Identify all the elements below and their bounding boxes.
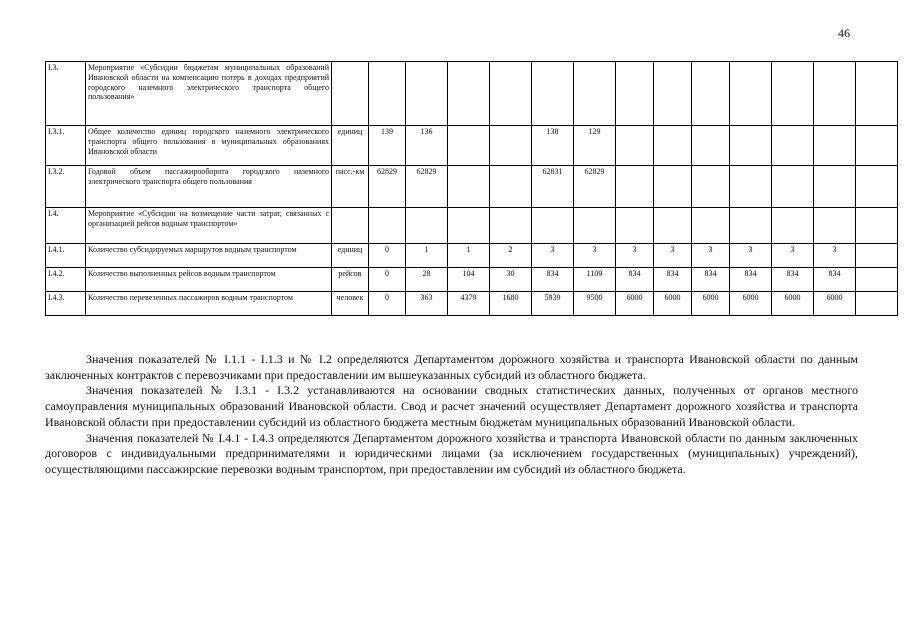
page-number: 46	[838, 26, 850, 40]
value-cell: 1680	[490, 292, 532, 316]
value-cell	[856, 166, 898, 208]
value-cell	[692, 166, 730, 208]
table-row	[46, 166, 898, 208]
row-number-cell: I.3.1.	[46, 126, 86, 166]
value-cell: 129	[574, 126, 616, 166]
value-cell	[856, 208, 898, 244]
table-row	[46, 208, 898, 244]
value-cell: 3	[772, 244, 814, 268]
value-cell: 3	[730, 244, 772, 268]
value-cell	[654, 208, 692, 244]
value-cell: 0	[369, 292, 406, 316]
indicator-name-cell: Количество выполненных рейсов водным транспортом	[86, 268, 332, 292]
value-cell: 834	[616, 268, 654, 292]
value-cell: 62829	[406, 166, 448, 208]
value-cell	[448, 166, 490, 208]
value-cell: 6000	[616, 292, 654, 316]
value-cell: 62829	[574, 166, 616, 208]
body-text	[45, 352, 858, 478]
value-cell	[490, 166, 532, 208]
value-cell	[616, 208, 654, 244]
paragraph-2: Значения показателей № I.3.1 - I.3.2 устанавливаются на основании сводных статистических данных, полученных от органов местного самоуправления муниципальных образований Ивановской области. Свод и расчет значений осуществляет Департамент дорожного хозяйства и транспорта Ивановской области при предоставлении субсидий из областного бюджета местным бюджетам муниципальных образований Ивановской области.	[45, 383, 858, 429]
value-cell	[814, 208, 856, 244]
value-cell	[574, 62, 616, 126]
value-cell	[856, 244, 898, 268]
value-cell	[730, 62, 772, 126]
row-number-cell: I.4.3.	[46, 292, 86, 316]
value-cell: 139	[369, 126, 406, 166]
value-cell: 6000	[772, 292, 814, 316]
value-cell	[616, 166, 654, 208]
unit-cell	[332, 62, 369, 126]
value-cell: 3	[532, 244, 574, 268]
row-number-cell: I.3.2.	[46, 166, 86, 208]
value-cell: 9500	[574, 292, 616, 316]
value-cell: 3	[616, 244, 654, 268]
indicator-name-cell: Мероприятие «Субсидии бюджетам муниципальных образований Ивановской области на компенсацию потерь в доходах предприятий городского наземного электрического транспорта общего пользования»	[86, 62, 332, 126]
unit-cell: единиц	[332, 244, 369, 268]
value-cell	[856, 292, 898, 316]
value-cell	[692, 62, 730, 126]
value-cell	[616, 62, 654, 126]
value-cell: 6000	[730, 292, 772, 316]
value-cell: 4379	[448, 292, 490, 316]
value-cell: 6000	[814, 292, 856, 316]
value-cell	[692, 126, 730, 166]
unit-cell: рейсов	[332, 268, 369, 292]
value-cell: 62829	[369, 166, 406, 208]
value-cell: 834	[730, 268, 772, 292]
value-cell: 3	[814, 244, 856, 268]
value-cell	[814, 62, 856, 126]
value-cell	[406, 62, 448, 126]
value-cell	[574, 208, 616, 244]
value-cell: 0	[369, 268, 406, 292]
value-cell	[814, 166, 856, 208]
value-cell: 1	[448, 244, 490, 268]
value-cell	[490, 126, 532, 166]
value-cell: 1109	[574, 268, 616, 292]
value-cell: 136	[406, 126, 448, 166]
value-cell	[654, 166, 692, 208]
table-row	[46, 244, 898, 268]
unit-cell	[332, 208, 369, 244]
value-cell	[856, 268, 898, 292]
paragraph-3: Значения показателей № I.4.1 - I.4.3 определяются Департаментом дорожного хозяйства и транспорта Ивановской области по данным заключенных договоров с индивидуальными предпринимателями и юридическими лицами (за исключением государственных (муниципальных) учреждений), осуществляющими пассажирские перевозки водным транспортом, при предоставлении им субсидий из областного бюджета.	[45, 430, 858, 476]
value-cell	[448, 208, 490, 244]
unit-cell: человек	[332, 292, 369, 316]
value-cell: 6000	[654, 292, 692, 316]
value-cell	[654, 62, 692, 126]
value-cell	[692, 208, 730, 244]
value-cell: 28	[406, 268, 448, 292]
unit-cell: пасс.-км	[332, 166, 369, 208]
table-row	[46, 62, 898, 126]
table-row	[46, 126, 898, 166]
value-cell: 62831	[532, 166, 574, 208]
value-cell	[730, 208, 772, 244]
value-cell: 1	[406, 244, 448, 268]
value-cell	[856, 126, 898, 166]
value-cell: 0	[369, 244, 406, 268]
value-cell	[772, 166, 814, 208]
value-cell	[369, 208, 406, 244]
value-cell	[448, 62, 490, 126]
value-cell	[814, 126, 856, 166]
value-cell	[369, 62, 406, 126]
paragraph-1: Значения показателей № I.1.1 - I.1.3 и № I.2 определяются Департаментом дорожного хозяйства и транспорта Ивановской области по данным заключенных контрактов с перевозчиками при предоставлении им вышеуказанных субсидий из областного бюджета.	[45, 352, 858, 382]
value-cell: 834	[654, 268, 692, 292]
value-cell	[772, 126, 814, 166]
value-cell: 834	[532, 268, 574, 292]
row-number-cell: I.4.1.	[46, 244, 86, 268]
value-cell	[490, 62, 532, 126]
value-cell	[654, 126, 692, 166]
value-cell: 6000	[692, 292, 730, 316]
indicators-table	[45, 61, 898, 316]
table-row	[46, 292, 898, 316]
value-cell: 30	[490, 268, 532, 292]
value-cell: 138	[532, 126, 574, 166]
value-cell	[448, 126, 490, 166]
value-cell: 363	[406, 292, 448, 316]
value-cell	[616, 126, 654, 166]
value-cell: 5939	[532, 292, 574, 316]
value-cell	[730, 166, 772, 208]
table-row	[46, 268, 898, 292]
value-cell	[490, 208, 532, 244]
value-cell	[532, 208, 574, 244]
indicator-name-cell: Количество перевезенных пассажиров водным транспортом	[86, 292, 332, 316]
value-cell: 834	[692, 268, 730, 292]
value-cell: 104	[448, 268, 490, 292]
value-cell	[730, 126, 772, 166]
indicator-name-cell: Годовой объем пассажирооборота городского наземного электрического транспорта общего пользования	[86, 166, 332, 208]
value-cell: 834	[814, 268, 856, 292]
value-cell	[406, 208, 448, 244]
unit-cell: единиц	[332, 126, 369, 166]
value-cell	[772, 62, 814, 126]
indicator-name-cell: Количество субсидируемых маршрутов водным транспортом	[86, 244, 332, 268]
value-cell: 3	[692, 244, 730, 268]
indicator-name-cell: Общее количество единиц городского наземного электрического транспорта общего пользования в муниципальных образованиях Ивановской области	[86, 126, 332, 166]
row-number-cell: I.4.	[46, 208, 86, 244]
value-cell	[856, 62, 898, 126]
indicator-name-cell: Мероприятие «Субсидии на возмещение части затрат, связанных с организацией рейсов водным транспортом»	[86, 208, 332, 244]
value-cell: 3	[654, 244, 692, 268]
value-cell: 834	[772, 268, 814, 292]
table-body	[46, 62, 898, 316]
value-cell: 2	[490, 244, 532, 268]
row-number-cell: I.4.2.	[46, 268, 86, 292]
value-cell	[532, 62, 574, 126]
value-cell	[772, 208, 814, 244]
value-cell: 3	[574, 244, 616, 268]
row-number-cell: I.3.	[46, 62, 86, 126]
